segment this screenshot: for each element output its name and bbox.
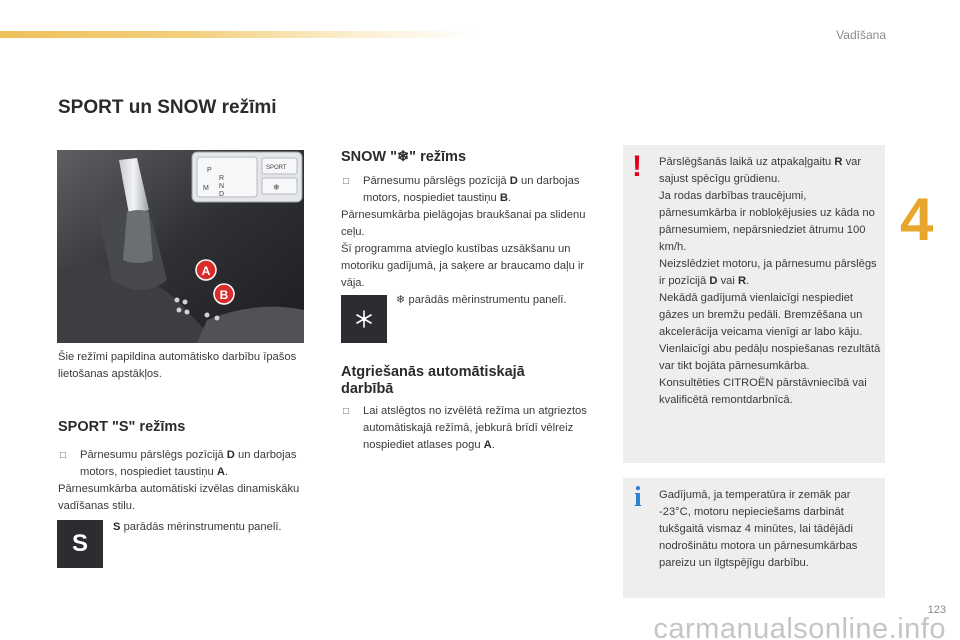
- info-text: Gadījumā, ja temperatūra ir zemāk par -23°C, motoru nepieciešams darbināt tukšgaitā vismaz 4 minūtes, lai tādējādi nodrošinātu motora un pārnesumkārbas pareizu un ilgtspējīgu darbību.: [659, 489, 858, 569]
- svg-text:D: D: [219, 191, 225, 198]
- warning-text: Pārslēgšanās laikā uz atpakaļgaitu R var sajust spēcīgu grūdienu. Ja rodas darbības traucējumi, pārnesumkārba ir nobloķējusies uz kāda no pārnesumiem, nepārsniedziet ātrumu 100 km/h. Neizslēdziet motoru, ja pārnesumu pārslēgs ir pozīcijā D vai R. Nekādā gadījumā vienlaicīgi nespiediet gāzes un bremžu pedāli. Bremzēšana un akcelerācija veicama vienīgi ar labo kāju. Vienlaicīgi abu pedāļu nospiešanas rezultātā var tikt bojāta pārnesumkārba. Konsultēties CITROËN pārstāvniecībā vai kvalificētā remontdarbnīcā.: [659, 156, 881, 406]
- sport-heading: SPORT "S" režīms: [58, 419, 186, 435]
- return-auto-body: [341, 403, 603, 454]
- checkbox-icon: □: [343, 176, 350, 187]
- return-auto-heading: Atgriešanās automātiskajā darbībā: [341, 364, 525, 397]
- sport-body: [58, 447, 308, 515]
- svg-text:R: R: [219, 175, 225, 182]
- svg-text:SPORT: SPORT: [266, 165, 287, 171]
- sport-bullet: □ Pārnesumu pārslēgs pozīcijā D un darbojas motors, nospiediet taustiņu A.: [58, 447, 308, 481]
- gear-selector-photo: [57, 150, 304, 343]
- intro-text: Šie režīmi papildina automātisko darbību īpašos lietošanas apstākļos.: [58, 351, 297, 380]
- snow-body: [341, 173, 603, 292]
- warning-icon: !: [632, 150, 642, 183]
- svg-text:❄: ❄: [273, 183, 280, 192]
- chapter-number: 4: [900, 186, 934, 253]
- checkbox-icon: □: [60, 450, 67, 461]
- svg-text:N: N: [219, 183, 225, 190]
- snow-para-2: Šī programma atvieglo kustības uzsākšanu un motoriku gadījumā, ja saķere ar braucamo daļu ir vāja.: [341, 243, 585, 289]
- svg-text:M: M: [203, 185, 209, 192]
- snow-heading: SNOW "❄" režīms: [341, 149, 467, 165]
- section-label: Vadīšana: [836, 28, 886, 42]
- snow-para-1: Pārnesumkārba pielāgojas braukšanai pa slidenu ceļu.: [341, 209, 586, 238]
- photo-callouts: [193, 256, 237, 312]
- snow-bullet: □ Pārnesumu pārslēgs pozīcijā D un darbojas motors, nospiediet taustiņu B.: [341, 173, 603, 207]
- page-title: SPORT un SNOW režīmi: [58, 97, 277, 118]
- watermark: carmanualsonline.info: [653, 613, 946, 640]
- sport-s-icon: S: [57, 520, 103, 568]
- sport-note: S parādās mērinstrumentu panelī.: [113, 521, 282, 533]
- page-number: 123: [927, 604, 946, 616]
- sport-para: Pārnesumkārba automātiski izvēlas dinamiskāku vadīšanas stilu.: [58, 483, 300, 512]
- callout-a-label: A: [201, 264, 211, 278]
- snowflake-icon: [341, 295, 387, 343]
- info-icon: i: [634, 482, 642, 513]
- header-accent-bar: [0, 31, 480, 38]
- svg-text:P: P: [207, 167, 212, 174]
- snow-note: ❄ parādās mērinstrumentu panelī.: [396, 294, 567, 306]
- callout-b-label: B: [219, 288, 229, 302]
- checkbox-icon: □: [343, 406, 350, 417]
- return-auto-bullet: □ Lai atslēgtos no izvēlētā režīma un atgrieztos automātiskajā režīmā, jebkurā brīdī vēlreiz nospiediet atlases pogu A.: [341, 403, 603, 454]
